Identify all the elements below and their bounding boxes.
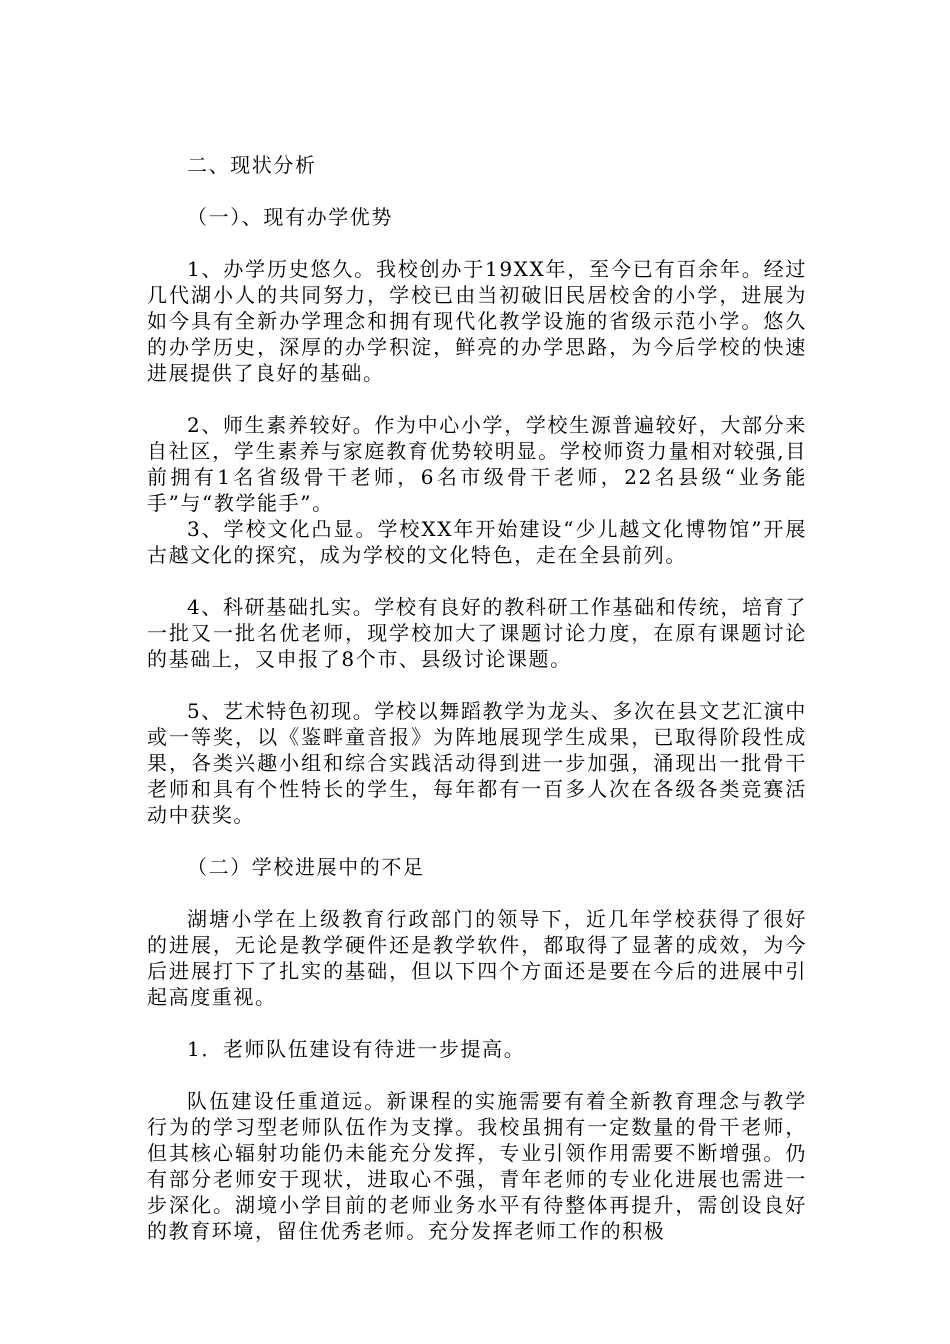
- paragraph-culture: 3、学校文化凸显。学校XX年开始建设“少儿越文化博物馆”开展古越文化的探究，成为学校的文化特色，走在全县前列。: [147, 517, 807, 567]
- paragraph-research: 4、科研基础扎实。学校有良好的教科研工作基础和传统，培育了一批又一批名优老师，现学校加大了课题讨论力度，在原有课题讨论的基础上，又申报了8个市、县级讨论课题。: [147, 595, 807, 671]
- paragraph-history: 1、办学历史悠久。我校创办于19XX年，至今已有百余年。经过几代湖小人的共同努力，学校已由当初破旧民居校舍的小学，进展为如今具有全新办学理念和拥有现代化教学设施的省级示范小学。悠久的办学历史，深厚的办学积淀，鲜亮的办学思路，为今后学校的快速进展提供了良好的基础。: [147, 257, 807, 385]
- section-title: 二、现状分析: [187, 153, 317, 177]
- subsection-title-shortcomings: （二）学校进展中的不足: [187, 855, 425, 879]
- paragraph-overview: 湖塘小学在上级教育行政部门的领导下，近几年学校获得了很好的进展，无论是教学硬件还是教学软件，都取得了显著的成效，为今后进展打下了扎实的基础，但以下四个方面还是要在今后的进展中引起高度重视。: [147, 907, 807, 1009]
- paragraph-arts: 5、艺术特色初现。学校以舞蹈教学为龙头、多次在县文艺汇演中或一等奖，以《鉴畔童音报》为阵地展现学生成果，已取得阶段性成果，各类兴趣小组和综合实践活动得到进一步加强，涌现出一批骨干老师和具有个性特长的学生，每年都有一百多人次在各级各类竞赛活动中获奖。: [147, 699, 807, 827]
- item-title-teachers: 1．老师队伍建设有待进一步提高。: [187, 1037, 526, 1061]
- subsection-title-advantages: （一）、现有办学优势: [187, 205, 393, 229]
- paragraph-quality: 2、师生素养较好。作为中心小学，学校生源普遍较好，大部分来自社区，学生素养与家庭教育优势较明显。学校师资力量相对较强,目前拥有1名省级骨干老师，6名市级骨干老师，22名县级“业务能手”与“教学能手”。: [147, 413, 807, 515]
- paragraph-teachers: 队伍建设任重道远。新课程的实施需要有着全新教育理念与教学行为的学习型老师队伍作为支撑。我校虽拥有一定数量的骨干老师，但其核心辐射功能仍未能充分发挥，专业引领作用需要不断增强。仍有部分老师安于现状，进取心不强，青年老师的专业化进展也需进一步深化。湖境小学目前的老师业务水平有待整体再提升，需创设良好的教育环境，留住优秀老师。充分发挥老师工作的积极: [147, 1089, 807, 1243]
